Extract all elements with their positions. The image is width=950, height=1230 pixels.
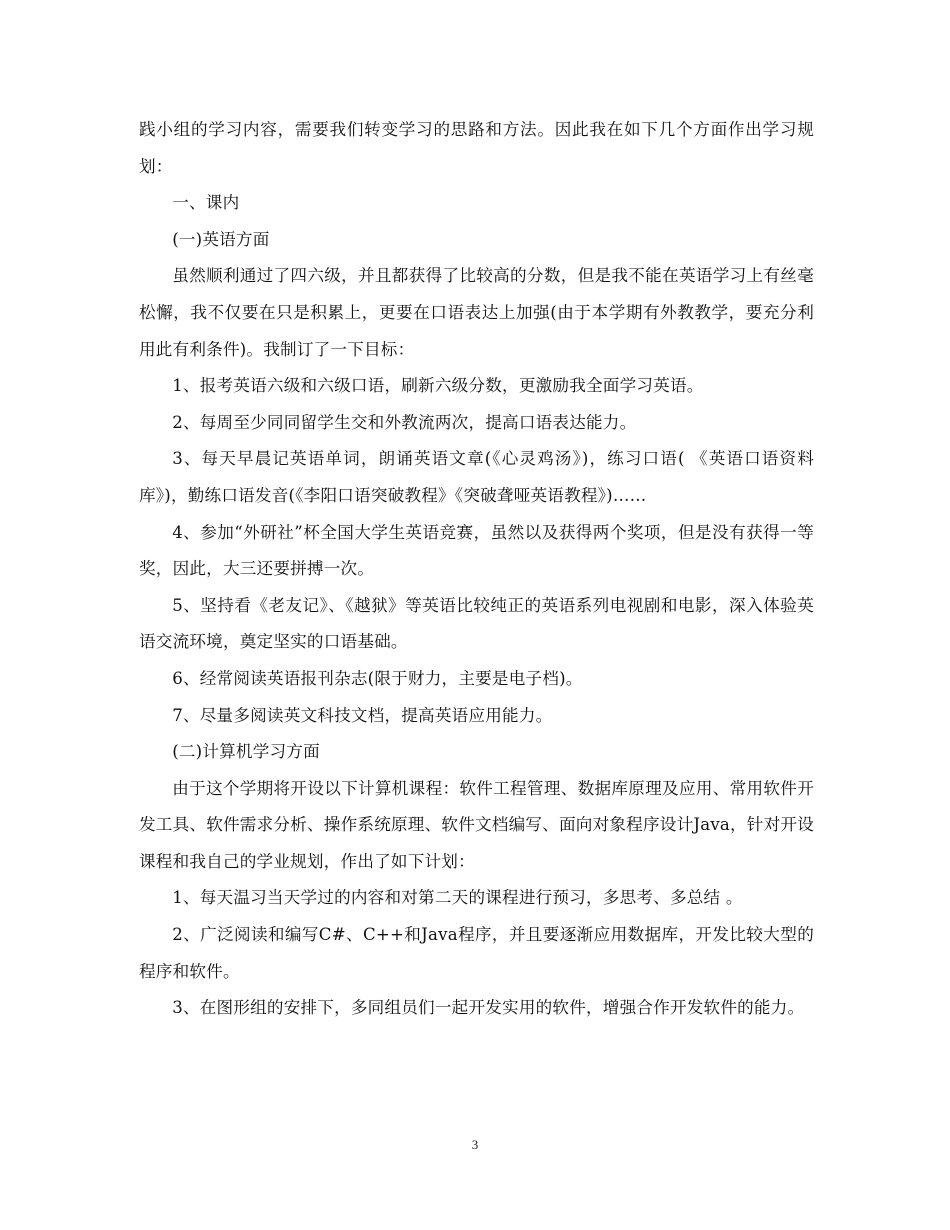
list-item-english-2: 2、每周至少同同留学生交和外教流两次，提高口语表达能力。 <box>172 412 637 432</box>
page-body <box>139 112 814 1027</box>
list-item-english-1: 1、报考英语六级和六级口语，刷新六级分数，更激励我全面学习英语。 <box>172 376 704 396</box>
paragraph-english-intro: 虽然顺利通过了四六级，并且都获得了比较高的分数，但是我不能在英语学习上有丝毫松懈，我不仅要在只是积累上，更要在口语表达上加强(由于本学期有外教教学，要充分利用此有利条件)。我制订了一下目标： <box>139 266 814 359</box>
subsection-heading-english: (一)英语方面 <box>172 229 270 249</box>
list-item-computer-2: 2、广泛阅读和编写C#、C++和Java程序，并且要逐渐应用数据库，开发比较大型的程序和软件。 <box>139 925 814 981</box>
paragraph-computer-intro: 由于这个学期将开设以下计算机课程：软件工程管理、数据库原理及应用、常用软件开发工具、软件需求分析、操作系统原理、软件文档编写、面向对象程序设计Java，针对开设课程和我自己的学业规划，作出了如下计划： <box>139 778 814 871</box>
subsection-heading-computer: (二)计算机学习方面 <box>172 742 320 762</box>
list-item-computer-3: 3、在图形组的安排下，多同组员们一起开发实用的软件，增强合作开发软件的能力。 <box>172 998 805 1018</box>
paragraph-continuation: 践小组的学习内容，需要我们转变学习的思路和方法。因此我在如下几个方面作出学习规划： <box>139 120 814 176</box>
list-item-computer-1: 1、每天温习当天学过的内容和对第二天的课程进行预习，多思考、多总结 。 <box>172 888 743 908</box>
list-item-english-4: 4、参加“外研社”杯全国大学生英语竞赛，虽然以及获得两个奖项，但是没有获得一等奖，因此，大三还要拼搏一次。 <box>139 522 814 579</box>
section-heading-in-class: 一、课内 <box>172 193 240 213</box>
list-item-english-5: 5、坚持看《老友记》、《越狱》等英语比较纯正的英语系列电视剧和电影，深入体验英语交流环境，奠定坚实的口语基础。 <box>139 595 814 652</box>
list-item-english-3: 3、每天早晨记英语单词，朗诵英语文章(《心灵鸡汤》)，练习口语( 《英语口语资料库》)，勤练口语发音(《李阳口语突破教程》《突破聋哑英语教程》)…… <box>139 449 814 505</box>
list-item-english-6: 6、经常阅读英语报刊杂志(限于财力，主要是电子档)。 <box>172 668 583 688</box>
list-item-english-7: 7、尽量多阅读英文科技文档，提高英语应用能力。 <box>172 705 553 725</box>
page-number: 3 <box>471 1137 479 1152</box>
